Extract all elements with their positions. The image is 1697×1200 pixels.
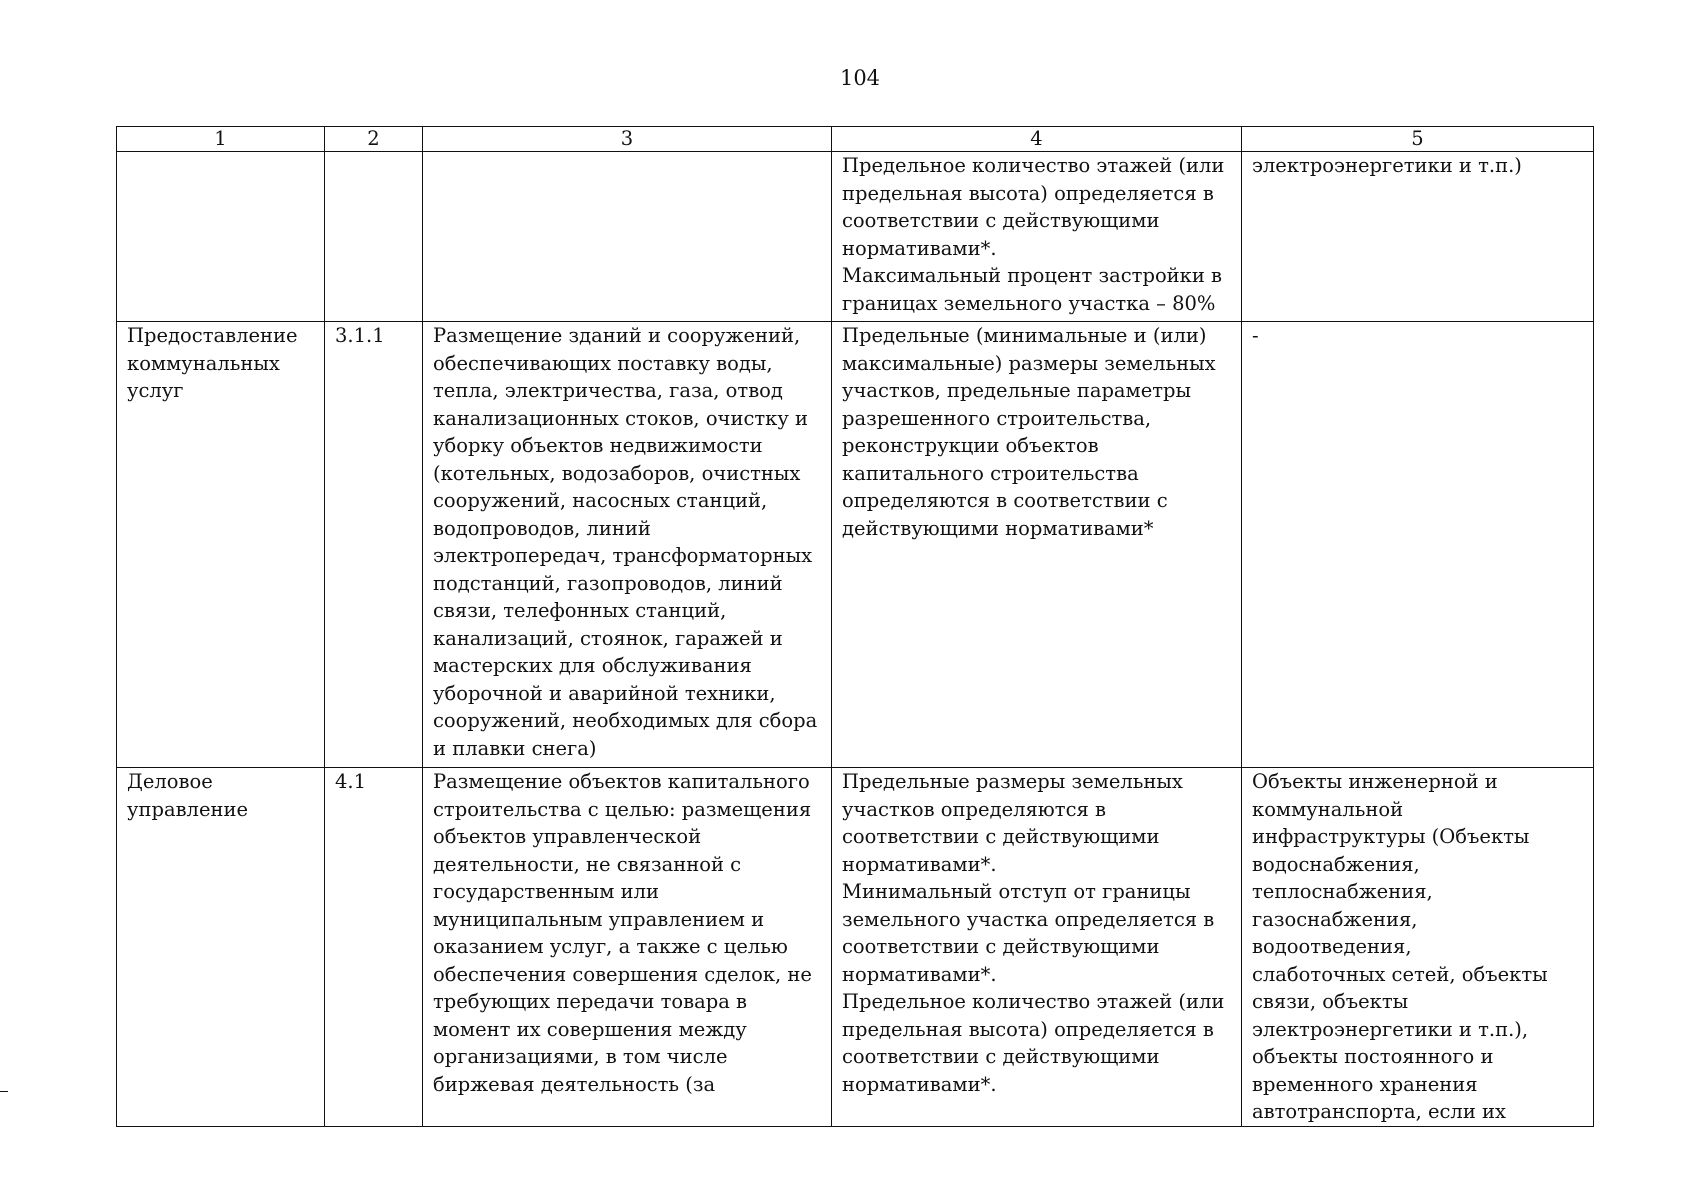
related-use-cell: - — [1242, 322, 1594, 768]
description-cell: Размещение зданий и сооружений, обеспечивающих поставку воды, тепла, электричества, газа, отвод канализационных стоков, очистку и уборку объектов недвижимости (котельных, водозаборов, очистных сооружений, насосных станций, водопроводов, линий электропередач, трансформаторных подстанций, газопроводов, линий связи, телефонных станций, канализаций, стоянок, гаражей и мастерских для обслуживания уборочной и аварийной техники, сооружений, необходимых для сбора и плавки снега) — [423, 322, 832, 768]
table-row — [117, 152, 1594, 322]
regulations-table — [116, 126, 1594, 1127]
related-use-cell: электроэнергетики и т.п.) — [1242, 152, 1594, 322]
parameters-cell: Предельное количество этажей (или предельная высота) определяется в соответствии с действующими нормативами*. Максимальный процент застройки в границах земельного участка – 80% — [832, 152, 1242, 322]
table-row — [117, 768, 1594, 1127]
land-use-name-cell: Деловое управление — [117, 768, 325, 1127]
land-use-name-cell: Предоставление коммунальных услуг — [117, 322, 325, 768]
parameters-cell: Предельные размеры земельных участков определяются в соответствии с действующими нормативами*. Минимальный отступ от границы земельного участка определяется в соответствии с действующими нормативами*. Предельное количество этажей (или предельная высота) определяется в соответствии с действующими нормативами*. — [832, 768, 1242, 1127]
table-row — [117, 322, 1594, 768]
description-cell — [423, 152, 832, 322]
related-use-cell: Объекты инженерной и коммунальной инфраструктуры (Объекты водоснабжения, теплоснабжения, газоснабжения, водоотведения, слаботочных сетей, объекты связи, объекты электроэнергетики и т.п.), объекты постоянного и временного хранения автотранспорта, если их — [1242, 768, 1594, 1127]
column-header-1: 1 — [117, 127, 325, 152]
column-header-5: 5 — [1242, 127, 1594, 152]
column-header-2: 2 — [325, 127, 423, 152]
page-number: 104 — [839, 66, 881, 90]
column-header-3: 3 — [423, 127, 832, 152]
column-header-4: 4 — [832, 127, 1242, 152]
margin-mark — [0, 1091, 8, 1092]
land-use-code-cell — [325, 152, 423, 322]
land-use-code-cell: 4.1 — [325, 768, 423, 1127]
land-use-code-cell: 3.1.1 — [325, 322, 423, 768]
parameters-cell: Предельные (минимальные и (или) максимальные) размеры земельных участков, предельные параметры разрешенного строительства, реконструкции объектов капитального строительства определяются в соответствии с действующими нормативами* — [832, 322, 1242, 768]
header-row — [117, 127, 1594, 152]
description-cell: Размещение объектов капитального строительства с целью: размещения объектов управленческой деятельности, не связанной с государственным или муниципальным управлением и оказанием услуг, а также с целью обеспечения совершения сделок, не требующих передачи товара в момент их совершения между организациями, в том числе биржевая деятельность (за — [423, 768, 832, 1127]
land-use-name-cell — [117, 152, 325, 322]
